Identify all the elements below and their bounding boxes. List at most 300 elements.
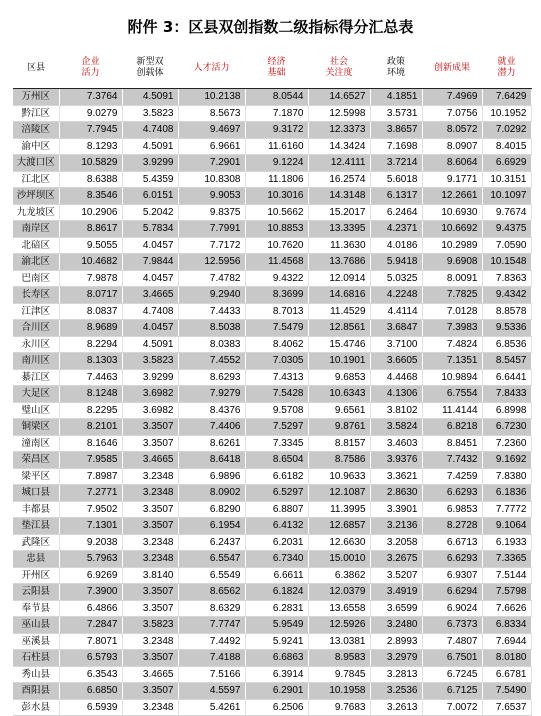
score-cell: 3.8140 (122, 567, 178, 584)
score-cell: 10.1097 (482, 188, 531, 205)
score-cell: 6.3914 (245, 666, 308, 683)
score-cell: 9.7674 (482, 204, 531, 221)
region-name-cell: 城口县 (13, 485, 59, 502)
score-cell: 8.2294 (59, 336, 122, 353)
score-cell: 8.0544 (245, 89, 308, 106)
region-name-cell: 垫江县 (13, 518, 59, 535)
score-cell: 10.2906 (59, 204, 122, 221)
table-row (13, 518, 531, 535)
score-cell: 7.4552 (178, 353, 245, 370)
score-cell: 3.3621 (370, 468, 422, 485)
table-row (13, 551, 531, 568)
score-cell: 11.4529 (308, 303, 370, 320)
score-cell: 7.7945 (59, 122, 122, 139)
score-cell: 7.7172 (178, 237, 245, 254)
column-header-line: 潜力 (497, 68, 516, 78)
score-cell: 7.3983 (422, 320, 482, 337)
score-cell: 10.1901 (308, 353, 370, 370)
score-cell: 8.6329 (178, 600, 245, 617)
score-cell: 8.1646 (59, 435, 122, 452)
region-name-cell: 璧山区 (13, 402, 59, 419)
score-cell: 11.4568 (245, 254, 308, 271)
column-header-line: 环境 (386, 68, 405, 78)
score-cell: 7.2360 (482, 435, 531, 452)
score-cell: 10.6343 (308, 386, 370, 403)
score-cell: 8.0383 (178, 336, 245, 353)
column-header (178, 48, 245, 89)
score-cell: 7.7772 (482, 501, 531, 518)
table-row (13, 419, 531, 436)
score-cell: 6.7501 (422, 650, 482, 667)
column-header-line: 新型双 (136, 57, 164, 67)
score-cell: 8.6504 (245, 452, 308, 469)
score-cell: 7.6626 (482, 600, 531, 617)
score-cell: 6.5547 (178, 551, 245, 568)
table-row (13, 171, 531, 188)
table-row (13, 567, 531, 584)
score-cell: 9.8375 (178, 204, 245, 221)
score-cell: 3.2480 (370, 617, 422, 634)
score-cell: 6.6611 (245, 567, 308, 584)
score-cell: 6.3862 (308, 567, 370, 584)
column-header-line: 活力 (81, 68, 100, 78)
score-cell: 13.6558 (308, 600, 370, 617)
score-cell: 3.5823 (122, 105, 178, 122)
score-cell: 9.7683 (308, 699, 370, 716)
score-cell: 8.0091 (422, 270, 482, 287)
score-cell: 3.2979 (370, 650, 422, 667)
score-cell: 8.8578 (482, 303, 531, 320)
score-cell: 3.3901 (370, 501, 422, 518)
score-cell: 3.2613 (370, 699, 422, 716)
score-cell: 10.9633 (308, 468, 370, 485)
score-cell: 3.2348 (122, 551, 178, 568)
score-cell: 3.5731 (370, 105, 422, 122)
region-name-cell: 酉阳县 (13, 683, 59, 700)
score-cell: 8.0180 (482, 650, 531, 667)
score-cell: 3.6982 (122, 386, 178, 403)
score-cell: 6.9661 (178, 138, 245, 155)
table-row (13, 287, 531, 304)
score-cell: 15.4746 (308, 336, 370, 353)
score-cell: 9.3172 (245, 122, 308, 139)
score-cell: 12.0379 (308, 584, 370, 601)
score-cell: 8.5457 (482, 353, 531, 370)
column-header (482, 48, 531, 89)
column-header-line: 社会 (329, 57, 348, 67)
score-cell: 16.2574 (308, 171, 370, 188)
score-cell: 7.1870 (245, 105, 308, 122)
score-cell: 8.2295 (59, 402, 122, 419)
score-cell: 7.8380 (482, 468, 531, 485)
table-row (13, 122, 531, 139)
score-cell: 4.7408 (122, 303, 178, 320)
score-cell: 6.5939 (59, 699, 122, 716)
score-cell: 7.6944 (482, 633, 531, 650)
region-name-cell: 大足区 (13, 386, 59, 403)
column-header (13, 48, 59, 89)
score-cell: 7.0305 (245, 353, 308, 370)
region-name-cell: 江津区 (13, 303, 59, 320)
score-cell: 6.6781 (482, 666, 531, 683)
table-row (13, 584, 531, 601)
score-cell: 6.9269 (59, 567, 122, 584)
score-cell: 3.3507 (122, 683, 178, 700)
score-cell: 8.1303 (59, 353, 122, 370)
score-cell: 3.8657 (370, 122, 422, 139)
score-cell: 8.0907 (422, 138, 482, 155)
score-cell: 7.0590 (482, 237, 531, 254)
table-row (13, 650, 531, 667)
score-cell: 3.2348 (122, 699, 178, 716)
score-cell: 6.2901 (245, 683, 308, 700)
score-cell: 7.5490 (482, 683, 531, 700)
score-cell: 10.5662 (245, 204, 308, 221)
score-cell: 14.6527 (308, 89, 370, 106)
score-cell: 6.3543 (59, 666, 122, 683)
score-cell: 7.5428 (245, 386, 308, 403)
score-cell: 3.8102 (370, 402, 422, 419)
score-cell: 10.6692 (422, 221, 482, 238)
score-cell: 15.0010 (308, 551, 370, 568)
score-cell: 6.6863 (245, 650, 308, 667)
region-name-cell: 巫溪县 (13, 633, 59, 650)
score-cell: 8.7013 (245, 303, 308, 320)
region-name-cell: 梁平区 (13, 468, 59, 485)
score-cell: 3.6982 (122, 402, 178, 419)
score-cell: 6.6850 (59, 683, 122, 700)
region-name-cell: 万州区 (13, 89, 59, 106)
score-cell: 8.0837 (59, 303, 122, 320)
score-cell: 9.1064 (482, 518, 531, 535)
score-cell: 6.8807 (245, 501, 308, 518)
score-cell: 5.9549 (245, 617, 308, 634)
score-cell: 3.2136 (370, 518, 422, 535)
score-cell: 6.1954 (178, 518, 245, 535)
column-header-line: 政策 (386, 57, 405, 67)
score-cell: 7.9279 (178, 386, 245, 403)
score-cell: 6.6441 (482, 369, 531, 386)
score-cell: 3.6599 (370, 600, 422, 617)
region-name-cell: 九龙坡区 (13, 204, 59, 221)
score-cell: 4.1306 (370, 386, 422, 403)
table-row (13, 237, 531, 254)
score-cell: 9.9053 (178, 188, 245, 205)
score-cell: 6.5793 (59, 650, 122, 667)
score-cell: 7.0128 (422, 303, 482, 320)
score-cell: 9.6561 (308, 402, 370, 419)
score-cell: 8.1248 (59, 386, 122, 403)
table-row (13, 89, 531, 106)
score-cell: 6.5297 (245, 485, 308, 502)
score-cell: 9.1224 (245, 155, 308, 172)
score-cell: 9.0279 (59, 105, 122, 122)
table-row (13, 600, 531, 617)
score-cell: 2.8630 (370, 485, 422, 502)
page-title: 附件 3：区县双创指数二级指标得分汇总表 (127, 18, 414, 36)
table-row (13, 501, 531, 518)
table-row (13, 402, 531, 419)
table-row (13, 452, 531, 469)
score-cell: 14.3424 (308, 138, 370, 155)
score-cell: 3.4603 (370, 435, 422, 452)
score-cell: 3.3507 (122, 501, 178, 518)
score-cell: 3.3507 (122, 435, 178, 452)
score-cell: 6.9024 (422, 600, 482, 617)
score-cell: 9.4342 (482, 287, 531, 304)
score-cell: 3.3507 (122, 600, 178, 617)
score-cell: 8.3699 (245, 287, 308, 304)
score-cell: 3.5824 (370, 419, 422, 436)
region-name-cell: 云阳县 (13, 584, 59, 601)
score-cell: 6.1933 (482, 534, 531, 551)
score-cell: 3.4665 (122, 452, 178, 469)
score-cell: 3.4665 (122, 666, 178, 683)
score-cell: 3.5823 (122, 353, 178, 370)
score-cell: 12.6630 (308, 534, 370, 551)
score-cell: 8.8617 (59, 221, 122, 238)
score-cell: 4.0186 (370, 237, 422, 254)
region-name-cell: 合川区 (13, 320, 59, 337)
score-cell: 10.4682 (59, 254, 122, 271)
column-header-line: 创载体 (136, 68, 164, 78)
score-cell: 10.3016 (245, 188, 308, 205)
score-cell: 9.4375 (482, 221, 531, 238)
score-cell: 3.9299 (122, 155, 178, 172)
score-cell: 9.5336 (482, 320, 531, 337)
score-cell: 8.1293 (59, 138, 122, 155)
score-cell: 9.1771 (422, 171, 482, 188)
score-cell: 6.9853 (422, 501, 482, 518)
score-cell: 7.9878 (59, 270, 122, 287)
score-cell: 8.6562 (178, 584, 245, 601)
score-cell: 3.2813 (370, 666, 422, 683)
column-header-line: 就业 (497, 57, 516, 67)
score-cell: 3.6847 (370, 320, 422, 337)
region-name-cell: 北碚区 (13, 237, 59, 254)
region-name-cell: 开州区 (13, 567, 59, 584)
score-cell: 4.5091 (122, 336, 178, 353)
score-cell: 12.4111 (308, 155, 370, 172)
table-row (13, 353, 531, 370)
score-cell: 3.2058 (370, 534, 422, 551)
score-cell: 7.8071 (59, 633, 122, 650)
region-name-cell: 黔江区 (13, 105, 59, 122)
score-cell: 7.8433 (482, 386, 531, 403)
table-row (13, 155, 531, 172)
region-name-cell: 涪陵区 (13, 122, 59, 139)
score-cell: 7.3900 (59, 584, 122, 601)
table-row (13, 369, 531, 386)
score-cell: 4.2371 (370, 221, 422, 238)
score-cell: 3.3507 (122, 419, 178, 436)
score-cell: 7.9585 (59, 452, 122, 469)
score-cell: 6.0151 (122, 188, 178, 205)
score-cell: 9.5708 (245, 402, 308, 419)
score-cell: 12.2661 (422, 188, 482, 205)
score-cell: 7.3365 (482, 551, 531, 568)
table-row (13, 534, 531, 551)
score-cell: 3.5823 (122, 617, 178, 634)
score-cell: 3.4919 (370, 584, 422, 601)
table-row (13, 336, 531, 353)
score-cell: 4.5091 (122, 89, 178, 106)
score-cell: 7.8987 (59, 468, 122, 485)
table-row (13, 105, 531, 122)
region-name-cell: 彭水县 (13, 699, 59, 716)
score-cell: 6.7373 (422, 617, 482, 634)
score-cell: 3.4665 (122, 287, 178, 304)
score-cell: 7.9844 (122, 254, 178, 271)
score-cell: 7.5798 (482, 584, 531, 601)
score-cell: 8.5673 (178, 105, 245, 122)
score-cell: 4.5597 (178, 683, 245, 700)
score-cell: 7.4313 (245, 369, 308, 386)
score-cell: 8.4376 (178, 402, 245, 419)
score-cell: 3.5207 (370, 567, 422, 584)
score-cell: 4.0457 (122, 270, 178, 287)
score-cell: 12.8561 (308, 320, 370, 337)
score-cell: 12.3373 (308, 122, 370, 139)
score-cell: 6.6182 (245, 468, 308, 485)
score-cell: 7.4824 (422, 336, 482, 353)
table-row (13, 254, 531, 271)
score-table (13, 48, 532, 716)
column-header (370, 48, 422, 89)
region-name-cell: 长寿区 (13, 287, 59, 304)
score-cell: 5.7834 (122, 221, 178, 238)
score-cell: 3.9376 (370, 452, 422, 469)
column-header (308, 48, 370, 89)
score-cell: 8.4062 (245, 336, 308, 353)
score-cell: 10.1952 (482, 105, 531, 122)
score-cell: 6.7125 (422, 683, 482, 700)
score-cell: 12.5998 (308, 105, 370, 122)
column-header-line: 企业 (81, 57, 100, 67)
score-cell: 5.6018 (370, 171, 422, 188)
score-cell: 6.1824 (245, 584, 308, 601)
score-cell: 6.1836 (482, 485, 531, 502)
score-cell: 5.9418 (370, 254, 422, 271)
table-row (13, 699, 531, 716)
score-cell: 7.0292 (482, 122, 531, 139)
score-cell: 7.1698 (370, 138, 422, 155)
score-cell: 10.6930 (422, 204, 482, 221)
score-cell: 6.2437 (178, 534, 245, 551)
score-cell: 8.6064 (422, 155, 482, 172)
score-cell: 8.6293 (178, 369, 245, 386)
score-cell: 9.6853 (308, 369, 370, 386)
score-cell: 6.6713 (422, 534, 482, 551)
region-name-cell: 江北区 (13, 171, 59, 188)
score-cell: 7.7747 (178, 617, 245, 634)
score-cell: 9.8761 (308, 419, 370, 436)
score-cell: 6.6293 (422, 551, 482, 568)
score-cell: 9.5055 (59, 237, 122, 254)
region-name-cell: 大渡口区 (13, 155, 59, 172)
score-cell: 6.6294 (422, 584, 482, 601)
score-cell: 3.3507 (122, 584, 178, 601)
column-header (422, 48, 482, 89)
score-cell: 8.5038 (178, 320, 245, 337)
score-cell: 3.9299 (122, 369, 178, 386)
table-row (13, 485, 531, 502)
score-cell: 11.1806 (245, 171, 308, 188)
region-name-cell: 潼南区 (13, 435, 59, 452)
score-cell: 5.4359 (122, 171, 178, 188)
score-cell: 10.7620 (245, 237, 308, 254)
score-cell: 12.5956 (178, 254, 245, 271)
table-row (13, 666, 531, 683)
score-cell: 3.7214 (370, 155, 422, 172)
score-cell: 14.6816 (308, 287, 370, 304)
score-cell: 3.2348 (122, 534, 178, 551)
table-row (13, 633, 531, 650)
score-cell: 8.9689 (59, 320, 122, 337)
region-name-cell: 荣昌区 (13, 452, 59, 469)
score-cell: 7.4259 (422, 468, 482, 485)
score-cell: 8.6388 (59, 171, 122, 188)
score-cell: 7.7825 (422, 287, 482, 304)
score-cell: 6.8218 (422, 419, 482, 436)
score-cell: 8.0572 (422, 122, 482, 139)
column-header (245, 48, 308, 89)
score-cell: 7.3345 (245, 435, 308, 452)
score-cell: 7.4782 (178, 270, 245, 287)
score-cell: 6.6293 (422, 485, 482, 502)
header-row (13, 48, 531, 89)
score-cell: 10.8853 (245, 221, 308, 238)
score-cell: 4.4468 (370, 369, 422, 386)
score-cell: 9.2038 (59, 534, 122, 551)
table-row (13, 303, 531, 320)
score-cell: 11.4144 (422, 402, 482, 419)
score-cell: 9.1692 (482, 452, 531, 469)
table-row (13, 138, 531, 155)
score-cell: 7.4188 (178, 650, 245, 667)
score-cell: 7.6537 (482, 699, 531, 716)
table-row (13, 435, 531, 452)
table-row (13, 204, 531, 221)
region-name-cell: 南川区 (13, 353, 59, 370)
score-cell: 6.8998 (482, 402, 531, 419)
score-cell: 6.1317 (370, 188, 422, 205)
score-cell: 8.0717 (59, 287, 122, 304)
score-cell: 2.8993 (370, 633, 422, 650)
score-cell: 5.9241 (245, 633, 308, 650)
region-name-cell: 忠县 (13, 551, 59, 568)
score-cell: 7.2901 (178, 155, 245, 172)
score-cell: 8.9583 (308, 650, 370, 667)
score-cell: 6.8290 (178, 501, 245, 518)
score-cell: 9.2940 (178, 287, 245, 304)
score-cell: 7.3764 (59, 89, 122, 106)
score-cell: 7.5297 (245, 419, 308, 436)
score-cell: 7.0756 (422, 105, 482, 122)
score-cell: 6.2831 (245, 600, 308, 617)
score-cell: 8.4015 (482, 138, 531, 155)
region-name-cell: 永川区 (13, 336, 59, 353)
score-cell: 13.3395 (308, 221, 370, 238)
table-row (13, 320, 531, 337)
table-body (13, 89, 531, 716)
score-cell: 8.7586 (308, 452, 370, 469)
score-cell: 6.9307 (422, 567, 482, 584)
column-header (59, 48, 122, 89)
column-header-line: 区县 (26, 62, 45, 73)
column-header-line: 基础 (267, 68, 286, 78)
score-cell: 4.5091 (122, 138, 178, 155)
